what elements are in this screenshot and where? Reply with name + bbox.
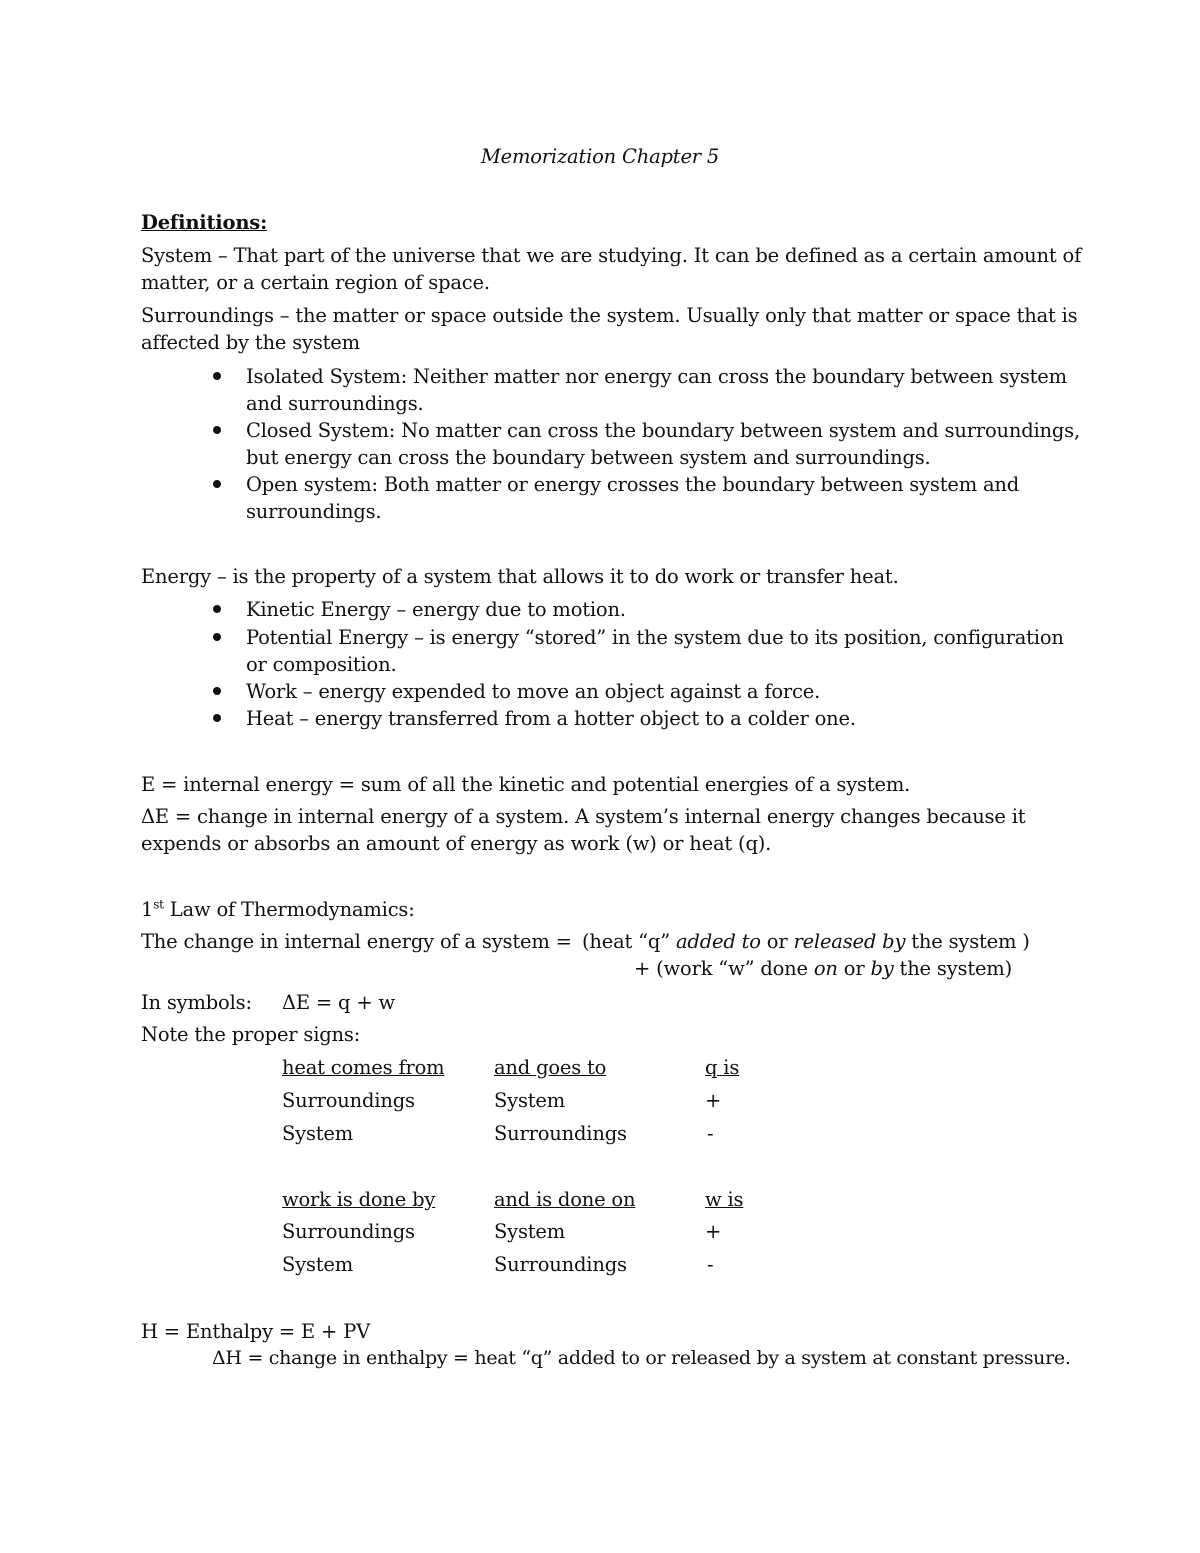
bullet-icon [213, 372, 221, 380]
definitions-heading: Definitions: [141, 211, 268, 234]
internal-energy-line-3: expends or absorbs an amount of energy as work (w) or heat (q). [141, 832, 772, 855]
work-table-cell: - [707, 1253, 714, 1276]
heat-table-header-to: and goes to [494, 1056, 607, 1079]
bullet-icon [213, 605, 221, 613]
symbols-label: In symbols: [141, 991, 252, 1014]
isolated-system-line-2: and surroundings. [246, 392, 424, 415]
signs-label: Note the proper signs: [141, 1023, 361, 1046]
enthalpy-line-2-text: = change in enthalpy = heat “q” added to or released by a system at constant pressure. [241, 1347, 1071, 1369]
heat-table-cell: Surroundings [282, 1089, 415, 1112]
bullet-icon [213, 480, 221, 488]
internal-energy-line-2 [141, 803, 1025, 830]
bullet-icon [213, 633, 221, 641]
heat-released-by: released by [793, 930, 906, 953]
symbols-equation-text: = q + w [309, 991, 395, 1014]
first-law-statement: The change in internal energy of a system = [141, 930, 572, 953]
work-table-cell: System [494, 1220, 566, 1243]
bullet-icon [213, 426, 221, 434]
energy-definition: Energy – is the property of a system that allows it to do work or transfer heat. [141, 565, 899, 588]
delta-e-symbol: ΔE [141, 805, 169, 828]
isolated-system-line-1: Isolated System: Neither matter nor energy can cross the boundary between system [246, 365, 1067, 388]
enthalpy-line-2 [212, 1345, 1071, 1372]
work-table-header-by: work is done by [282, 1188, 436, 1211]
closed-system-line-1: Closed System: No matter can cross the boundary between system and surroundings, [246, 419, 1080, 442]
system-definition-line-1: System – That part of the universe that we are studying. It can be defined as a certain amount of [141, 244, 1082, 267]
closed-system-line-2: but energy can cross the boundary between system and surroundings. [246, 446, 931, 469]
enthalpy-line-1: H = Enthalpy = E + PV [141, 1320, 371, 1343]
heat-table-cell: System [494, 1089, 566, 1112]
work-table-cell: Surroundings [494, 1253, 627, 1276]
work-table-cell: Surroundings [282, 1220, 415, 1243]
work-table-cell: System [282, 1253, 354, 1276]
heat-or: or [760, 930, 794, 953]
heat-added-to: added to [676, 930, 761, 953]
heat-table-header-sign: q is [705, 1056, 740, 1079]
kinetic-energy-item: Kinetic Energy – energy due to motion. [246, 598, 626, 621]
work-table-header-sign: w is [705, 1188, 744, 1211]
page-title: Memorization Chapter 5 [480, 145, 720, 168]
heat-table-header-from: heat comes from [282, 1056, 445, 1079]
work-done-on: on [813, 957, 838, 980]
work-item: Work – energy expended to move an object against a force. [246, 680, 821, 703]
heat-table-cell: System [282, 1122, 354, 1145]
heat-term-close: the system ) [905, 930, 1030, 953]
work-term-close: the system) [893, 957, 1012, 980]
surroundings-definition-line-2: affected by the system [141, 331, 360, 354]
potential-energy-line-1: Potential Energy – is energy “stored” in the system due to its position, configuration [246, 626, 1064, 649]
symbols-equation [282, 989, 395, 1016]
work-table-cell: + [705, 1220, 722, 1243]
first-law-number: 1 [141, 898, 154, 921]
heat-item: Heat – energy transferred from a hotter object to a colder one. [246, 707, 856, 730]
bullet-icon [213, 714, 221, 722]
work-or: or [837, 957, 871, 980]
first-law-work-term [634, 955, 1012, 982]
open-system-line-2: surroundings. [246, 500, 382, 523]
work-term-open: + (work “w” done [634, 957, 814, 980]
work-table-header-on: and is done on [494, 1188, 636, 1211]
first-law-heading-text: Law of Thermodynamics: [163, 898, 415, 921]
potential-energy-line-2: or composition. [246, 653, 397, 676]
heat-table-cell: Surroundings [494, 1122, 627, 1145]
first-law-heat-term [582, 928, 1030, 955]
internal-energy-line-2-text: = change in internal energy of a system. A system’s internal energy changes because it [168, 805, 1026, 828]
heat-term-open: (heat “q” [582, 930, 676, 953]
bullet-icon [213, 687, 221, 695]
work-done-by: by [870, 957, 894, 980]
delta-h-symbol: ΔH [212, 1347, 242, 1369]
system-definition-line-2: matter, or a certain region of space. [141, 271, 490, 294]
delta-e-symbol: ΔE [282, 991, 310, 1014]
open-system-line-1: Open system: Both matter or energy crosses the boundary between system and [246, 473, 1020, 496]
first-law-ordinal: st [153, 897, 164, 912]
surroundings-definition-line-1: Surroundings – the matter or space outside the system. Usually only that matter or space that is [141, 304, 1078, 327]
internal-energy-line-1: E = internal energy = sum of all the kinetic and potential energies of a system. [141, 773, 911, 796]
heat-table-cell: - [707, 1122, 714, 1145]
heat-table-cell: + [705, 1089, 722, 1112]
first-law-heading [141, 896, 415, 923]
